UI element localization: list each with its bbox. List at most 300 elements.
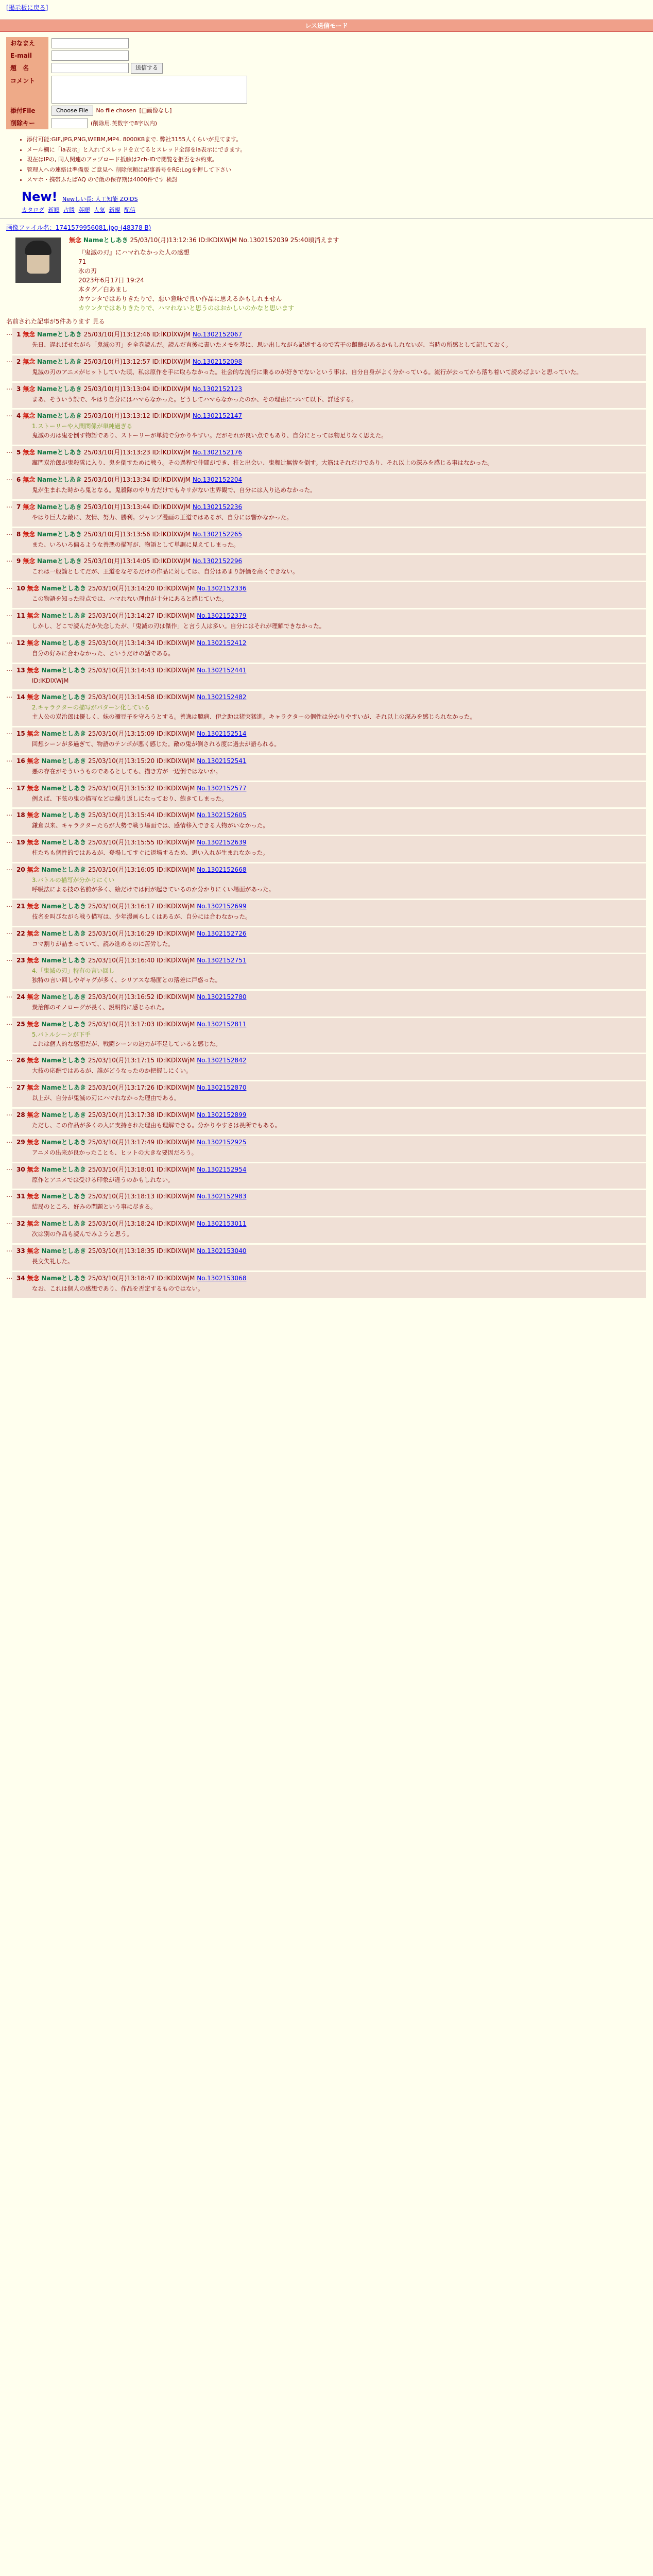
response-header <box>16 448 642 457</box>
response-header <box>16 384 642 394</box>
response-post <box>12 637 646 663</box>
response-body <box>16 593 642 606</box>
response-no-link[interactable]: No.1302152441 <box>197 666 247 674</box>
response-body <box>16 366 642 380</box>
subject-label: 題 名 <box>6 62 48 75</box>
op-title: 無念 <box>69 236 82 244</box>
response-header <box>16 865 642 874</box>
response-quote: 2.キャラクターの描写がパターン化している <box>32 704 150 711</box>
subject-input[interactable] <box>51 63 129 73</box>
response-body <box>16 1120 642 1133</box>
response-header <box>16 556 642 566</box>
response-text: 主人公の炭治郎は優しく、妹の禰豆子を守ろうとする。善逸は臆病、伊之助は猪突猛進。キャラクターの個性は分かりやすいが、それ以上の深みを感じられなかった。 <box>32 713 476 721</box>
posting-rules <box>27 135 647 184</box>
response-number: 14 <box>16 693 25 701</box>
response-date: 25/03/10(月)13:14:34 <box>88 639 155 647</box>
op-line: 2023年6月17日 19:24 <box>78 277 144 284</box>
rule-item: • 管理人への連絡は準備版 ご意見へ 削除依頼は記事番号をRE:Logを押して下さい <box>27 166 647 175</box>
response-title: 無念 <box>27 730 40 737</box>
response-name: Nameとしあき <box>41 784 87 792</box>
omitted-summary: 名前された記事が5件あります 見る <box>6 318 105 325</box>
response-post <box>12 954 646 989</box>
new-badge: New! <box>22 189 58 204</box>
response-no-link[interactable]: No.1302152639 <box>197 839 247 846</box>
name-input[interactable] <box>51 38 129 48</box>
response-no-link[interactable]: No.1302153068 <box>197 1274 247 1282</box>
response-body <box>16 675 642 688</box>
response-id: ID:lKDlXWjM <box>152 385 191 393</box>
response-date: 25/03/10(月)13:18:13 <box>88 1193 155 1200</box>
stream-link[interactable]: 配信 <box>124 206 135 213</box>
response-no-link[interactable]: No.1302152699 <box>197 902 247 910</box>
response-text: 例えば、下弦の鬼の描写などは繰り返しになっており、飽きてしまった。 <box>32 794 228 802</box>
response-no-link[interactable]: No.1302152067 <box>192 331 243 338</box>
response-no-link[interactable]: No.1302152925 <box>197 1138 247 1146</box>
mode-header: レス送信モード <box>0 20 653 32</box>
response-no-link[interactable]: No.1302152954 <box>197 1165 247 1173</box>
response-number: 8 <box>16 530 21 538</box>
new-tag-link[interactable]: Newしい長: 人工知能 ZOIDS <box>62 195 138 202</box>
response-post <box>12 528 646 554</box>
response-no-link[interactable]: No.1302152577 <box>197 784 247 792</box>
response-name: Nameとしあき <box>37 358 82 365</box>
response-header <box>16 1020 642 1029</box>
response-body <box>16 702 642 724</box>
response-date: 25/03/10(月)13:15:32 <box>88 784 155 792</box>
response-no-link[interactable]: No.1302152983 <box>197 1193 247 1200</box>
sort-many-link[interactable]: 英順 <box>78 206 90 213</box>
response-text: 鬼滅の刃のアニメがヒットしていた頃、私は原作を手に取らなかった。社会的な流行に乗るのが好きでないという事は、自分自身がよく分かっている。流行が去ってから落ち着いて読めばよいと思っていた。 <box>32 368 582 376</box>
response-text: 呼吸法による技の名前が多く、絵だけでは何が起きているのか分かりにくい場面があった。 <box>32 885 275 893</box>
response-no-link[interactable]: No.1302152605 <box>197 811 247 819</box>
response-id: ID:lKDlXWjM <box>152 503 191 511</box>
response-number: 5 <box>16 449 21 456</box>
response-post <box>12 927 646 953</box>
response-no-link[interactable]: No.1302152176 <box>192 449 243 456</box>
response-id: ID:lKDlXWjM <box>152 476 191 483</box>
response-title: 無念 <box>27 993 40 1001</box>
response-title: 無念 <box>27 784 40 792</box>
response-number: 11 <box>16 612 25 619</box>
response-id: ID:lKDlXWjM <box>156 784 195 792</box>
response-date: 25/03/10(月)13:15:09 <box>88 730 155 737</box>
response-name: Nameとしあき <box>37 449 82 456</box>
response-number: 34 <box>16 1274 25 1282</box>
response-title: 無念 <box>23 557 36 565</box>
top-nav <box>0 0 653 15</box>
response-header <box>16 838 642 847</box>
response-text: 独特の言い回しやギャグが多く、シリアスな場面との落差に戸惑った。 <box>32 976 221 984</box>
submit-button[interactable]: 送信する <box>131 63 163 74</box>
response-no-link[interactable]: No.1302153011 <box>197 1220 247 1228</box>
response-id: ID:lKDlXWjM <box>156 866 195 874</box>
response-name: Nameとしあき <box>41 1084 87 1092</box>
response-header <box>16 756 642 766</box>
response-date: 25/03/10(月)13:14:58 <box>88 693 155 701</box>
response-post <box>12 383 646 409</box>
response-number: 13 <box>16 666 25 674</box>
response-no-link[interactable]: No.1302153040 <box>197 1247 247 1255</box>
response-title: 無念 <box>27 612 40 619</box>
response-title: 無念 <box>27 1220 40 1228</box>
response-post <box>12 1081 646 1107</box>
back-to-board-link[interactable]: [掲示板に戻る] <box>6 4 48 11</box>
op-line: カウンタではありきたりで、悪い意味で良い作品に思えるかもしれません <box>78 295 282 302</box>
response-name: Nameとしあき <box>37 331 82 338</box>
response-title: 無念 <box>27 1111 40 1118</box>
response-body <box>16 394 642 407</box>
response-no-link[interactable]: No.1302152265 <box>192 530 243 538</box>
response-name: Nameとしあき <box>41 902 87 910</box>
response-title: 無念 <box>23 331 36 338</box>
response-id: ID:lKDlXWjM <box>152 449 191 456</box>
response-date: 25/03/10(月)13:17:15 <box>88 1057 155 1064</box>
response-no-link[interactable]: No.1302152668 <box>197 866 247 874</box>
response-date: 25/03/10(月)13:13:44 <box>83 503 150 511</box>
response-date: 25/03/10(月)13:15:44 <box>88 811 155 819</box>
response-number: 16 <box>16 757 25 765</box>
response-id: ID:lKDlXWjM <box>156 902 195 910</box>
response-text: 先日、遅ればせながら「鬼滅の刃」を全巻読んだ。読んだ直後に書いたメモを基に、思い出しながら記述するので若干の齟齬があるかもしれないが、当時の所感として記しておく。 <box>32 341 512 348</box>
response-date: 25/03/10(月)13:17:03 <box>88 1020 155 1028</box>
response-no-link[interactable]: No.1302152204 <box>192 476 243 483</box>
response-text: 回想シーンが多過ぎて、物語のテンポが悪く感じた。敵の鬼が倒される度に過去が語られる。 <box>32 740 280 748</box>
response-body <box>16 539 642 552</box>
response-post <box>12 1163 646 1189</box>
response-title: 無念 <box>27 1247 40 1255</box>
response-no-link[interactable]: No.1302152842 <box>197 1057 247 1064</box>
response-id: ID:lKDlXWjM <box>156 1111 195 1118</box>
response-name: Nameとしあき <box>41 730 87 737</box>
response-title: 無念 <box>27 757 40 765</box>
op-line: 71 <box>78 258 87 265</box>
response-body <box>16 738 642 752</box>
response-date: 25/03/10(月)13:13:23 <box>83 449 150 456</box>
response-header <box>16 992 642 1002</box>
response-title: 無念 <box>27 585 40 592</box>
response-no-link[interactable]: No.1302152123 <box>192 385 243 393</box>
response-date: 25/03/10(月)13:16:17 <box>88 902 155 910</box>
response-post <box>12 809 646 835</box>
response-name: Nameとしあき <box>41 1057 87 1064</box>
response-date: 25/03/10(月)13:13:04 <box>83 385 150 393</box>
response-name: Nameとしあき <box>41 1111 87 1118</box>
rule-item: • メール欄に「ia表示」と入れてスレッドを立てるとスレッド全部をia表示にできます。 <box>27 146 647 155</box>
response-date: 25/03/10(月)13:15:55 <box>88 839 155 846</box>
response-date: 25/03/10(月)13:13:34 <box>83 476 150 483</box>
response-name: Nameとしあき <box>41 811 87 819</box>
response-text: 原作とアニメでは受ける印象が違うのかもしれない。 <box>32 1176 174 1183</box>
sort-popular-link[interactable]: 人気 <box>94 206 105 213</box>
form-table <box>6 37 250 129</box>
response-name: Nameとしあき <box>41 612 87 619</box>
response-id: ID:lKDlXWjM <box>156 639 195 647</box>
response-id: ID:lKDlXWjM <box>152 331 191 338</box>
response-header <box>16 1056 642 1065</box>
response-name: Nameとしあき <box>41 1247 87 1255</box>
response-id: ID:lKDlXWjM <box>152 358 191 365</box>
response-text: コマ割りが詰まっていて、読み進めるのに苦労した。 <box>32 940 174 947</box>
response-text: 技名を叫びながら戦う描写は、少年漫画らしくはあるが、自分には合わなかった。 <box>32 912 251 920</box>
response-number: 24 <box>16 993 25 1001</box>
response-body <box>16 1201 642 1214</box>
response-id: ID:lKDlXWjM <box>152 412 191 420</box>
response-name: Nameとしあき <box>41 639 87 647</box>
response-no-link[interactable]: No.1302152379 <box>197 612 247 619</box>
response-date: 25/03/10(月)13:14:05 <box>83 557 150 565</box>
response-date: 25/03/10(月)13:16:29 <box>88 929 155 937</box>
response-title: 無念 <box>27 1084 40 1092</box>
response-number: 32 <box>16 1220 25 1228</box>
response-id: ID:lKDlXWjM <box>156 1220 195 1228</box>
response-body <box>16 457 642 470</box>
response-id: ID:lKDlXWjM <box>156 839 195 846</box>
response-post <box>12 355 646 381</box>
response-text: ただし、この作品が多くの人に支持された理由も理解できる。分かりやすさは長所でもある。 <box>32 1122 281 1129</box>
response-text: この物語を知った時点では、ハマれない理由が十分にあると感じていた。 <box>32 595 228 603</box>
response-number: 28 <box>16 1111 25 1118</box>
response-date: 25/03/10(月)13:18:35 <box>88 1247 155 1255</box>
response-no-link[interactable]: No.1302152870 <box>197 1084 247 1092</box>
response-no-link[interactable]: No.1302152412 <box>197 639 247 647</box>
response-date: 25/03/10(月)13:14:20 <box>88 585 155 592</box>
response-date: 25/03/10(月)13:12:57 <box>83 358 150 365</box>
response-post <box>12 328 646 354</box>
rule-item: • 添付可能:GIF,JPG,PNG,WEBM,MP4. 8000KBまで. 弊社3155人くらいが見てます。 <box>27 135 647 144</box>
response-text: 炭治郎のモノローグが長く、説明的に感じられた。 <box>32 1003 168 1011</box>
response-body <box>16 1256 642 1269</box>
response-number: 30 <box>16 1165 25 1173</box>
catalog-link[interactable]: カタログ <box>22 206 44 213</box>
response-date: 25/03/10(月)13:16:52 <box>88 993 155 1001</box>
sort-new-link[interactable]: 新順 <box>48 206 60 213</box>
response-post <box>12 691 646 726</box>
response-body <box>16 1174 642 1188</box>
response-title: 無念 <box>27 1274 40 1282</box>
response-number: 17 <box>16 784 25 792</box>
response-date: 25/03/10(月)13:16:40 <box>88 957 155 964</box>
response-title: 無念 <box>27 666 40 674</box>
response-header <box>16 666 642 675</box>
response-name: Nameとしあき <box>41 1138 87 1146</box>
response-name: Nameとしあき <box>41 693 87 701</box>
response-no-link[interactable]: No.1302152811 <box>197 1020 247 1028</box>
response-no-link[interactable]: No.1302152336 <box>197 585 247 592</box>
response-id: ID:lKDlXWjM <box>156 612 195 619</box>
response-number: 31 <box>16 1193 25 1200</box>
response-date: 25/03/10(月)13:18:24 <box>88 1220 155 1228</box>
response-body <box>16 965 642 988</box>
response-post <box>12 410 646 445</box>
response-no-link[interactable]: No.1302152482 <box>197 693 247 701</box>
response-body <box>16 938 642 952</box>
response-header <box>16 475 642 484</box>
response-post <box>12 582 646 608</box>
no-image-checkbox[interactable]: [□画像なし] <box>139 107 172 114</box>
sort-fresh-link[interactable]: 新規 <box>109 206 121 213</box>
response-title: 無念 <box>23 385 36 393</box>
response-header <box>16 929 642 938</box>
response-post <box>12 1272 646 1298</box>
response-no-link[interactable]: No.1302152147 <box>192 412 243 420</box>
response-no-link[interactable]: No.1302152726 <box>197 929 247 937</box>
response-post <box>12 1109 646 1134</box>
file-label: 添付File <box>6 105 48 117</box>
response-name: Nameとしあき <box>41 585 87 592</box>
response-header <box>16 1219 642 1228</box>
response-name: Nameとしあき <box>37 476 82 483</box>
response-post <box>12 900 646 926</box>
response-text: ID:lKDlXWjM <box>32 676 69 684</box>
response-post <box>12 609 646 635</box>
response-name: Nameとしあき <box>41 866 87 874</box>
response-header <box>16 502 642 512</box>
response-header <box>16 729 642 738</box>
response-header <box>16 530 642 539</box>
response-body <box>16 820 642 833</box>
response-name: Nameとしあき <box>37 557 82 565</box>
response-no-link[interactable]: No.1302152514 <box>197 730 247 737</box>
rule-item: • 現在はIPの, 同人関連のアップロード抵触は2ch-IDで閲覧を拒否をお約束。 <box>27 156 647 164</box>
response-post <box>12 991 646 1016</box>
response-number: 7 <box>16 503 21 511</box>
response-header <box>16 1083 642 1092</box>
response-text: 次は別の作品も読んでみようと思う。 <box>32 1230 133 1238</box>
response-text: 長文失礼した。 <box>32 1258 74 1265</box>
reply-form <box>0 37 653 214</box>
response-number: 10 <box>16 585 25 592</box>
response-name: Nameとしあき <box>41 1220 87 1228</box>
response-post <box>12 1190 646 1216</box>
response-number: 29 <box>16 1138 25 1146</box>
comment-textarea[interactable] <box>51 76 247 104</box>
delkey-input[interactable] <box>51 118 88 128</box>
response-body <box>16 1065 642 1078</box>
response-date: 25/03/10(月)13:17:49 <box>88 1138 155 1146</box>
response-title: 無念 <box>27 639 40 647</box>
response-id: ID:lKDlXWjM <box>156 993 195 1001</box>
response-post <box>12 1018 646 1053</box>
response-id: ID:lKDlXWjM <box>156 1274 195 1282</box>
response-no-link[interactable]: No.1302152780 <box>197 993 247 1001</box>
response-id: ID:lKDlXWjM <box>152 530 191 538</box>
op-file-info <box>6 223 647 232</box>
response-number: 2 <box>16 358 21 365</box>
response-post <box>12 836 646 862</box>
response-id: ID:lKDlXWjM <box>156 1084 195 1092</box>
response-title: 無念 <box>27 957 40 964</box>
response-name: Nameとしあき <box>37 412 82 420</box>
response-id: ID:lKDlXWjM <box>156 1020 195 1028</box>
response-body <box>16 1002 642 1015</box>
response-no-link[interactable]: No.1302152899 <box>197 1111 247 1118</box>
choose-file-button[interactable]: Choose File <box>51 106 93 116</box>
response-body <box>16 648 642 661</box>
response-name: Nameとしあき <box>41 1165 87 1173</box>
response-text: 鎌倉以来、キャラクターたちが大勢で戦う場面では、感情移入できる人物がいなかった。 <box>32 822 269 829</box>
response-id: ID:lKDlXWjM <box>156 1138 195 1146</box>
response-body <box>16 484 642 498</box>
response-id: ID:lKDlXWjM <box>156 1165 195 1173</box>
response-number: 23 <box>16 957 25 964</box>
response-date: 25/03/10(月)13:13:56 <box>83 530 150 538</box>
response-name: Nameとしあき <box>41 839 87 846</box>
response-id: ID:lKDlXWjM <box>156 1057 195 1064</box>
response-body <box>16 874 642 897</box>
response-header <box>16 1246 642 1256</box>
response-id: ID:lKDlXWjM <box>156 1193 195 1200</box>
op-thumbnail[interactable] <box>15 238 61 283</box>
response-id: ID:lKDlXWjM <box>152 557 191 565</box>
response-no-link[interactable]: No.1302152098 <box>192 358 243 365</box>
response-text: これは個人的な感想だが、戦闘シーンの迫力が不足していると感じた。 <box>32 1040 221 1047</box>
response-body <box>16 512 642 525</box>
response-body <box>16 1228 642 1242</box>
response-name: Nameとしあき <box>41 1020 87 1028</box>
response-title: 無念 <box>27 1138 40 1146</box>
response-body <box>16 1283 642 1296</box>
response-number: 19 <box>16 839 25 846</box>
response-number: 4 <box>16 412 21 420</box>
response-number: 20 <box>16 866 25 874</box>
file-status: No file chosen <box>96 107 136 114</box>
response-title: 無念 <box>27 902 40 910</box>
response-no-link[interactable]: No.1302152541 <box>197 757 247 765</box>
response-id: ID:lKDlXWjM <box>156 757 195 765</box>
response-header <box>16 411 642 420</box>
response-date: 25/03/10(月)13:14:27 <box>88 612 155 619</box>
response-number: 33 <box>16 1247 25 1255</box>
response-post <box>12 727 646 753</box>
response-text: しかし、どこで読んだか失念したが、「鬼滅の刃は傑作」と言う人は多い。自分にはそれが理解できなかった。 <box>32 622 325 630</box>
response-title: 無念 <box>23 530 36 538</box>
response-no-link[interactable]: No.1302152236 <box>192 503 243 511</box>
email-input[interactable] <box>51 50 129 61</box>
response-title: 無念 <box>27 929 40 937</box>
response-header <box>16 902 642 911</box>
response-post <box>12 446 646 472</box>
response-body <box>16 911 642 924</box>
sort-old-link[interactable]: 占勝 <box>63 206 75 213</box>
delkey-label: 削除キー <box>6 117 48 129</box>
response-id: ID:lKDlXWjM <box>156 693 195 701</box>
op-line: 氷の刃 <box>78 267 97 275</box>
response-text: また、いろいろ偏るような善悪の描写が、物語として単調に見えてしまった。 <box>32 540 239 548</box>
response-header <box>16 1274 642 1283</box>
response-text: 竈門炭治郎が鬼殺隊に入り、鬼を倒すために戦う。その過程で仲間ができ、柱と出会い、鬼舞辻無惨を倒す。大筋はそれだけであり、それ以上の深みを感じる事はなかった。 <box>32 459 493 467</box>
response-post <box>12 1136 646 1162</box>
response-date: 25/03/10(月)13:18:47 <box>88 1274 155 1282</box>
response-name: Nameとしあき <box>41 993 87 1001</box>
response-date: 25/03/10(月)13:18:01 <box>88 1165 155 1173</box>
response-number: 21 <box>16 902 25 910</box>
response-no-link[interactable]: No.1302152751 <box>197 957 247 964</box>
response-no-link[interactable]: No.1302152296 <box>192 557 243 565</box>
response-number: 1 <box>16 331 21 338</box>
response-id: ID:lKDlXWjM <box>156 666 195 674</box>
response-id: ID:lKDlXWjM <box>156 811 195 819</box>
response-title: 無念 <box>27 1020 40 1028</box>
response-title: 無念 <box>27 1165 40 1173</box>
rule-item: • スマホ・携帯ふたばAQ ので飯の保存期は4000件です 検討 <box>27 176 647 184</box>
op-image-link[interactable]: 画像ファイル名：1741579956081.jpg-(48378 B) <box>6 224 151 231</box>
response-name: Nameとしあき <box>37 385 82 393</box>
response-text: 悪の存在がそういうものであるとしても、描き方が一辺倒ではないか。 <box>32 767 221 775</box>
response-quote: 3.バトルの描写が分かりにくい <box>32 876 115 884</box>
response-name: Nameとしあき <box>37 503 82 511</box>
name-label: おなまえ <box>6 37 48 49</box>
response-number: 15 <box>16 730 25 737</box>
